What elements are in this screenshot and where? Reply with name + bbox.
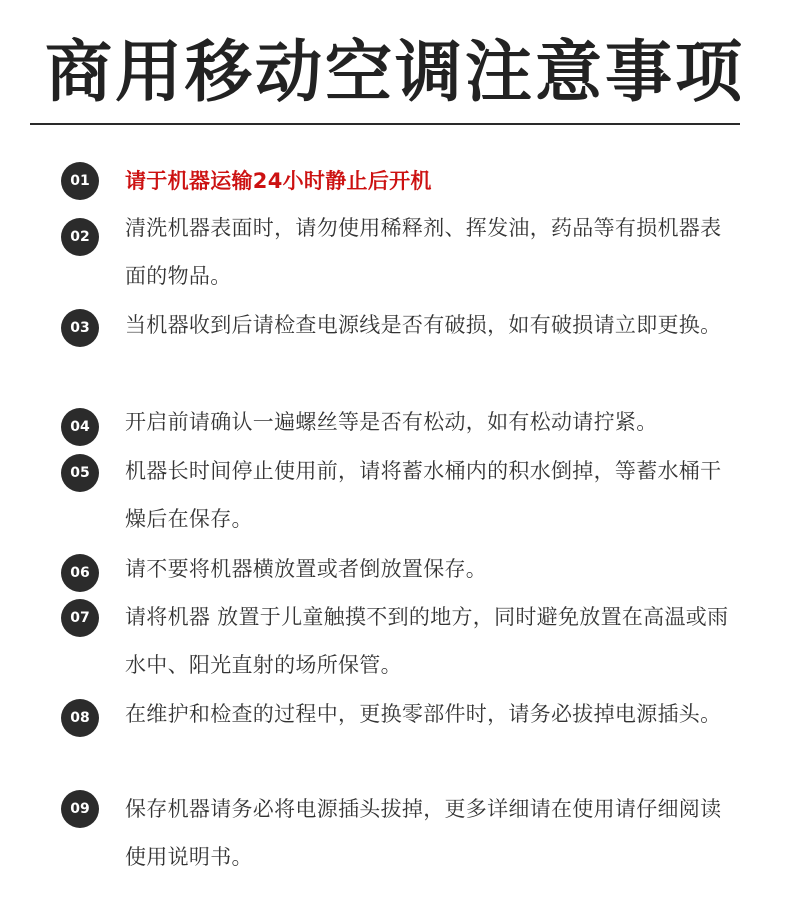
- notice-number-badge: 04: [61, 408, 99, 446]
- notice-text: 请于机器运输24小时静止后开机: [125, 169, 432, 193]
- notice-text: 请将机器 放置于儿童触摸不到的地方，同时避免放置在高温或雨水中、阳光直射的场所保管。: [125, 605, 729, 677]
- notice-text: 在维护和检查的过程中，更换零部件时，请务必拔掉电源插头。: [125, 702, 722, 726]
- notice-number-badge: 02: [61, 218, 99, 256]
- notice-number-badge: 06: [61, 554, 99, 592]
- title-divider: [30, 123, 740, 125]
- notice-text: 机器长时间停止使用前，请将蓄水桶内的积水倒掉，等蓄水桶干燥后在保存。: [125, 459, 722, 531]
- notice-number-badge: 08: [61, 699, 99, 737]
- notice-number-badge: 01: [61, 162, 99, 200]
- notice-text: 开启前请确认一遍螺丝等是否有松动，如有松动请拧紧。: [125, 410, 658, 434]
- notice-text: 清洗机器表面时，请勿使用稀释剂、挥发油，药品等有损机器表面的物品。: [125, 216, 722, 288]
- notice-number-badge: 05: [61, 454, 99, 492]
- notice-number-badge: 09: [61, 790, 99, 828]
- notice-text: 保存机器请务必将电源插头拔掉，更多详细请在使用请仔细阅读使用说明书。: [125, 797, 722, 869]
- notice-text: 当机器收到后请检查电源线是否有破损，如有破损请立即更换。: [125, 313, 722, 337]
- notice-number-badge: 07: [61, 599, 99, 637]
- notice-text: 请不要将机器横放置或者倒放置保存。: [125, 557, 488, 581]
- page-title: 商用移动空调注意事项: [45, 33, 745, 111]
- notice-number-badge: 03: [61, 309, 99, 347]
